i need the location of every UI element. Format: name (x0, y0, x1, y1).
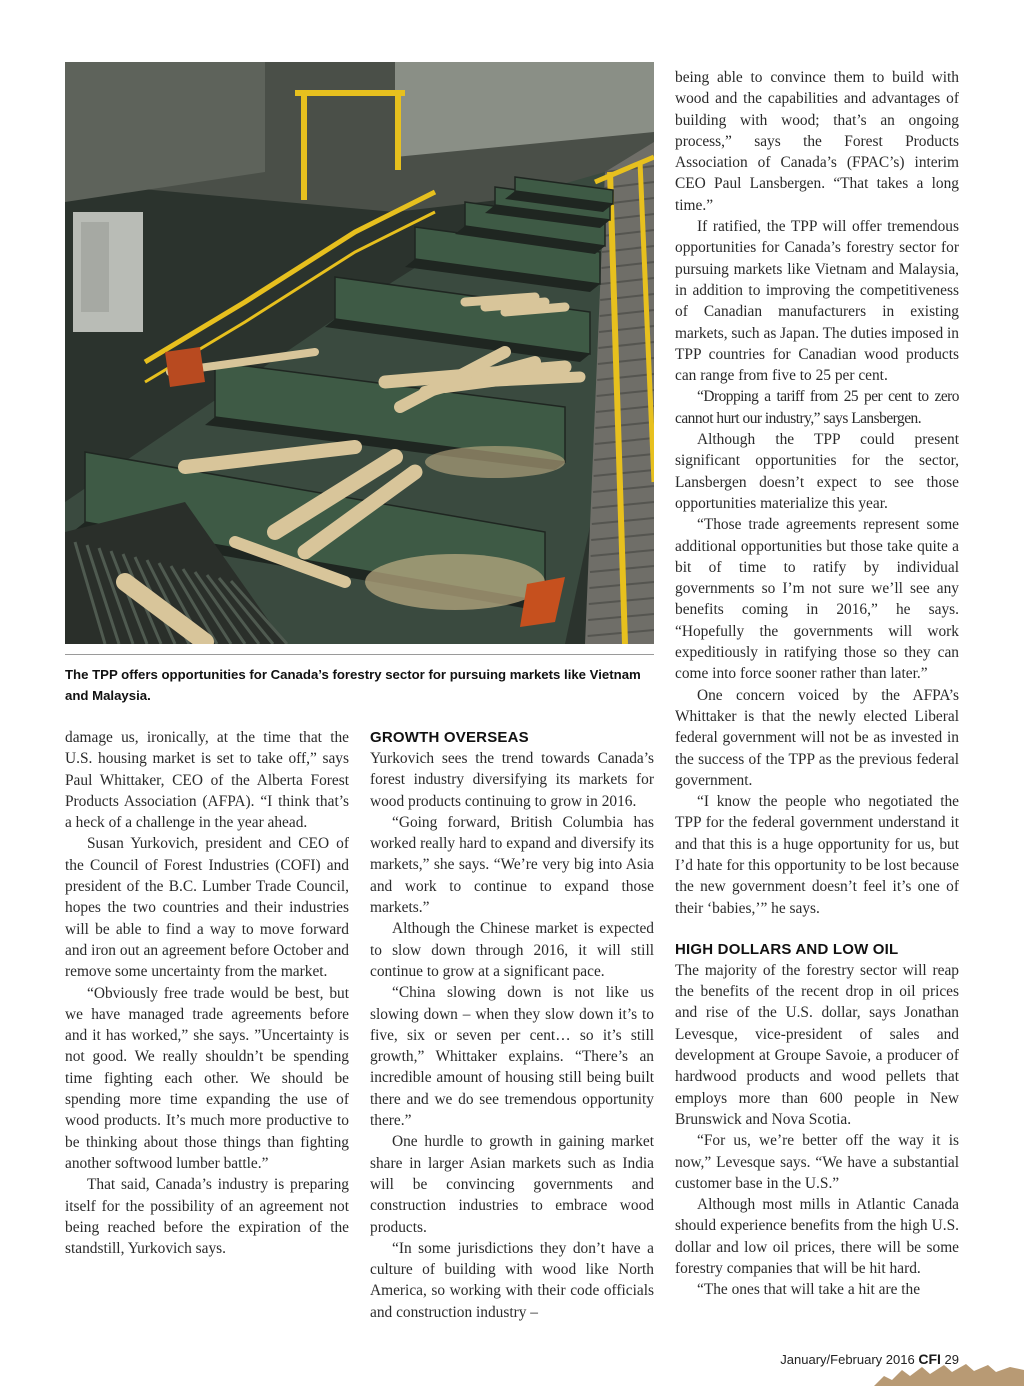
article-column-3 (675, 67, 959, 1301)
paragraph: “I know the people who negotiated the TPP for the federal government understand it and that this is a huge opportunity for us, but I’d hate for this opportunity to be lost because the new government doesn’t feel it’s one of their ‘babies,’” he says. (675, 793, 959, 917)
paragraph: That said, Canada’s industry is preparing itself for the possibility of an agreement not being reached before the expiration of the standstill, Yurkovich says. (65, 1176, 349, 1258)
paragraph: “In some jurisdictions they don’t have a culture of building with wood like North America, so working with their code officials and construction industry – (370, 1239, 654, 1321)
paragraph: Yurkovich sees the trend towards Canada’s forest industry diversifying its markets for wood products continuing to grow in 2016. (370, 750, 654, 810)
article-column-2 (370, 727, 654, 1323)
magazine-logo: CFI (918, 1351, 941, 1367)
sawmill-photo (65, 62, 654, 644)
paragraph: Although the TPP could present significant opportunities for the sector, Lansbergen doesn’t expect to see those opportunities materialize this year. (675, 431, 959, 512)
paragraph: “The ones that will take a hit are the (697, 1281, 921, 1299)
paragraph: Susan Yurkovich, president and CEO of the Council of Forest Industries (COFI) and president of the B.C. Lumber Trade Council, hopes the two countries and their industries will be able to find a way to move forward and iron out an agreement before October and remove some uncertainty from the market. (65, 835, 349, 981)
paragraph: Although the Chinese market is expected to slow down through 2016, it will still continue to grow at a significant pace. (370, 920, 654, 980)
section-heading: GROWTH OVERSEAS (370, 729, 529, 746)
article-column-1 (65, 727, 349, 1259)
paragraph: damage us, ironically, at the time that the U.S. housing market is set to take off,” says Paul Whittaker, CEO of the Alberta Forest Products Association (AFPA). “I think that’s a heck of a challenge in the year ahead. (65, 729, 349, 832)
paragraph: One concern voiced by the AFPA’s Whittaker is that the newly elected Liberal federal government will not be as invested in the success of the TPP as the previous federal government. (675, 686, 959, 789)
saw-blade-icon (874, 1364, 1024, 1386)
caption-rule (65, 654, 654, 655)
sawmill-illustration (65, 62, 654, 644)
issue-date: January/February 2016 (780, 1352, 915, 1367)
section-heading: HIGH DOLLARS AND LOW OIL (675, 940, 899, 958)
photo-caption: The TPP offers opportunities for Canada’s forestry sector for pursuing markets like Vietnam and Malaysia. (65, 667, 641, 703)
paragraph: “Obviously free trade would be best, but we have managed trade agreements before and it has worked,” she says. ”Uncertainty is not good. We really shouldn’t be spending time fighting each other. We should be spending more time expanding the use of wood products. It’s much more productive to be thinking about those things than fighting another softwood lumber battle.” (65, 984, 349, 1172)
paragraph: “For us, we’re better off the way it is now,” Levesque says. “We have a substantial customer base in the U.S.” (675, 1132, 959, 1192)
paragraph: One hurdle to growth in gaining market share in larger Asian markets such as India will be convincing governments and construction industries to embrace wood products. (370, 1133, 654, 1236)
log-11 (505, 307, 565, 312)
paragraph: “China slowing down is not like us slowing down – when they slow down it’s to five, six or seven per cent… so it’s still growth,” Whittaker explains. “There’s an incredible amount of housing still being built there and we do see tremendous opportunity there.” (370, 984, 654, 1130)
paragraph: “Going forward, British Columbia has worked really hard to expand and diversify its markets,” she says. “We’re very big into Asia and work to continue to expand those markets.” (370, 813, 654, 917)
quote-paragraph: “Dropping a tariff from 25 per cent to zero cannot hurt our industry,” says Lansbergen. (675, 388, 959, 427)
log-8 (475, 377, 580, 382)
paragraph: being able to convince them to build with wood and the capabilities and advantages of building with wood; that’s an ongoing process,” says the Forest Products Association of Canada’s (FPAC’s) interim CEO Paul Lansbergen. “That takes a long time.” (675, 69, 959, 214)
paragraph: “Those trade agreements represent some additional opportunities but those take quite a bit of time to ratify by individual governments so I’m not sure we’ll see any benefits coming in 2016,” he says. “Hopefully the governments will work expeditiously in ratifying those so they can come into force sooner rather than later.” (675, 516, 959, 683)
page-number: 29 (944, 1352, 959, 1367)
paragraph: Although most mills in Atlantic Canada should experience benefits from the high U.S. dollar and low oil prices, there will be some forestry companies that will be hit hard. (675, 1196, 959, 1278)
paragraph: If ratified, the TPP will offer tremendous opportunities for Canada’s forestry sector for pursuing markets like Vietnam and Malaysia, in addition to improving the competitiveness of Canadian manufacturers in existing markets, such as Japan. The duties imposed in TPP countries for Canadian wood products can range from five to 25 per cent. (675, 218, 959, 385)
paragraph: The majority of the forestry sector will reap the benefits of the recent drop in oil prices and rise of the U.S. dollar, says Jonathan Levesque, vice-president of sales and development at Groupe Savoie, a producer of hardwood products and wood pellets that employs more than 600 people in New Brunswick and Nova Scotia. (675, 961, 959, 1128)
